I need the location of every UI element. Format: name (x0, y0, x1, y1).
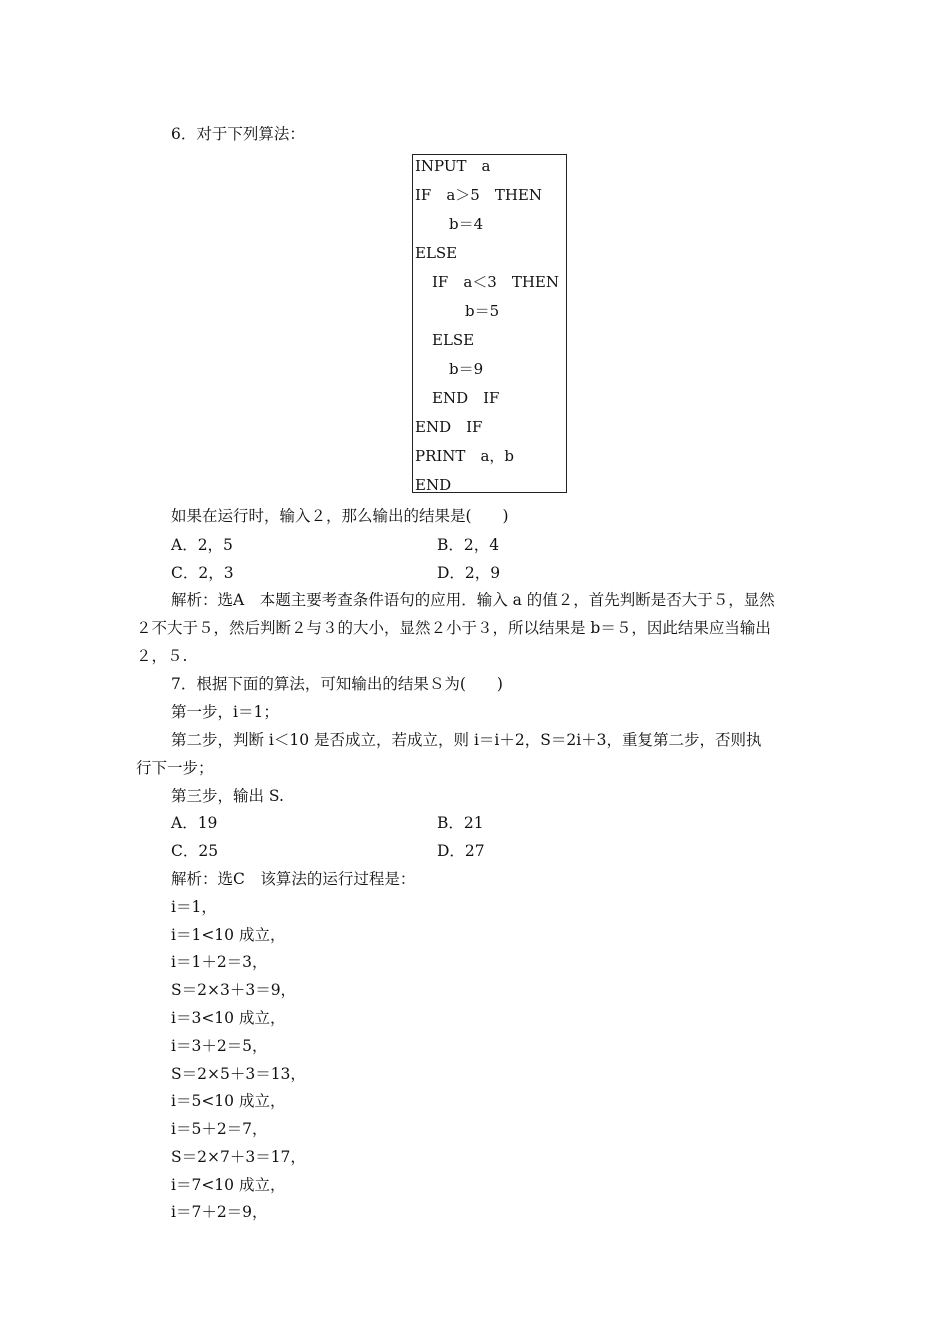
code-line: IF a＞5 THEN (415, 186, 542, 204)
code-line: ELSE (415, 244, 458, 262)
code-line: END (415, 476, 452, 494)
q6-option-b: B．2，4 (437, 536, 500, 554)
trace-line: S＝2×5＋3＝13， (171, 1065, 306, 1083)
code-line: END IF (415, 418, 483, 436)
trace-line: i＝7<10 成立， (171, 1176, 286, 1194)
q6-analysis-line: ２不大于５，然后判断２与３的大小，显然２小于３，所以结果是 b＝５，因此结果应当输出 (136, 619, 771, 637)
q7-analysis-head: 解析：选C 该算法的运行过程是： (171, 870, 416, 888)
trace-line: i＝5＋2＝7， (171, 1120, 268, 1138)
q7-step: 行下一步； (136, 759, 214, 777)
trace-line: i＝3<10 成立， (171, 1009, 286, 1027)
q7-option-c: C．25 (171, 842, 219, 860)
code-line: END IF (432, 389, 500, 407)
q7-option-b: B．21 (437, 814, 484, 832)
q6-option-a: A．2，5 (171, 536, 233, 554)
q6-option-d: D．2，9 (437, 564, 501, 582)
trace-line: i＝3＋2＝5， (171, 1037, 268, 1055)
trace-line: S＝2×7＋3＝17， (171, 1148, 306, 1166)
code-line: b＝4 (449, 215, 484, 233)
code-line: ELSE (432, 331, 475, 349)
q6-question: 如果在运行时，输入２，那么输出的结果是( ) (171, 507, 509, 525)
code-box (412, 154, 567, 493)
trace-line: i＝5<10 成立， (171, 1092, 286, 1110)
code-line: b＝5 (465, 302, 500, 320)
q6-analysis-line: ２，５. (136, 647, 188, 665)
q6-title: 6．对于下列算法： (171, 125, 305, 143)
code-line: PRINT a，b (415, 447, 514, 465)
code-line: b＝9 (449, 360, 484, 378)
code-line: IF a＜3 THEN (432, 273, 559, 291)
trace-line: i＝7＋2＝9， (171, 1203, 268, 1221)
q6-analysis-line: 解析：选A 本题主要考查条件语句的应用．输入 a 的值２，首先判断是否大于５，显然 (171, 591, 775, 609)
q7-option-a: A．19 (171, 814, 218, 832)
trace-line: i＝1<10 成立， (171, 926, 286, 944)
trace-line: i＝1＋2＝3， (171, 953, 268, 971)
q7-step: 第三步，输出 S. (171, 787, 284, 805)
trace-line: S＝2×3＋3＝9， (171, 981, 297, 999)
q7-step: 第一步，i＝1； (171, 703, 279, 721)
q7-title: 7．根据下面的算法，可知输出的结果Ｓ为( ) (171, 675, 503, 693)
code-line: INPUT a (415, 157, 491, 175)
trace-line: i＝1， (171, 898, 217, 916)
q7-option-d: D．27 (437, 842, 485, 860)
q7-step: 第二步，判断 i＜10 是否成立，若成立，则 i＝i＋2，S＝2i＋3，重复第二步，否则执 (171, 731, 762, 749)
q6-option-c: C．2，3 (171, 564, 234, 582)
